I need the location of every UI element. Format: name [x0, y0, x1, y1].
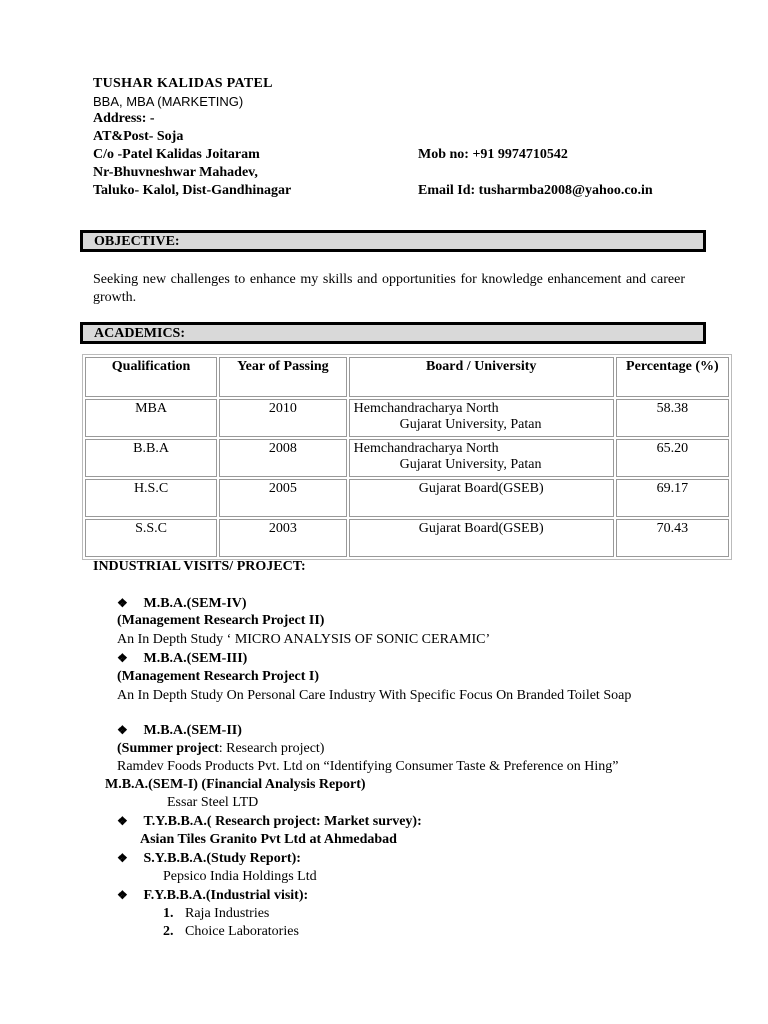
mba-sem4-subtitle: (Management Research Project II)	[117, 613, 325, 628]
mba-sem1-desc: Essar Steel LTD	[167, 795, 259, 810]
table-row	[85, 399, 729, 437]
mba-sem2-subtitle-part1: (Summer project	[117, 741, 219, 756]
diamond-bullet-icon: ❖	[117, 723, 128, 737]
list-item	[163, 924, 299, 940]
degree-line: BBA, MBA (MARKETING)	[93, 94, 244, 109]
mba-sem1-title: M.B.A.(SEM-I) (Financial Analysis Report)	[105, 777, 366, 792]
tybba-title: T.Y.B.B.A.( Research project: Market survey):	[143, 814, 422, 829]
board-line-1: Hemchandracharya North	[353, 401, 499, 416]
diamond-bullet-icon: ❖	[117, 814, 128, 828]
mba-sem2-title: M.B.A.(SEM-II)	[143, 723, 242, 738]
list-text: Choice Laboratories	[185, 924, 299, 939]
diamond-bullet-icon: ❖	[117, 851, 128, 865]
fybba-title: F.Y.B.B.A.(Industrial visit):	[143, 888, 309, 903]
address-label: Address: -	[93, 111, 155, 126]
cell-percentage: 58.38	[616, 399, 729, 437]
mba-sem4-item	[117, 596, 247, 612]
cell-board	[349, 399, 614, 437]
cell-year: 2005	[219, 479, 347, 517]
diamond-bullet-icon: ❖	[117, 888, 128, 902]
objective-heading: OBJECTIVE:	[94, 234, 180, 249]
mba-sem4-desc: An In Depth Study ‘ MICRO ANALYSIS OF SONIC CERAMIC’	[117, 632, 491, 647]
mba-sem4-title: M.B.A.(SEM-IV)	[143, 596, 247, 611]
board-line-2: Gujarat University, Patan	[399, 457, 542, 472]
col-year: Year of Passing	[219, 357, 347, 397]
cell-year: 2008	[219, 439, 347, 477]
cell-qualification: MBA	[85, 399, 217, 437]
address-line-3: Nr-Bhuvneshwar Mahadev,	[93, 165, 258, 180]
academics-table	[82, 354, 732, 560]
objective-heading-bar	[80, 230, 706, 252]
candidate-name: TUSHAR KALIDAS PATEL	[93, 76, 273, 91]
fybba-item	[117, 888, 308, 904]
cell-board: Gujarat Board(GSEB)	[349, 479, 614, 517]
cell-year: 2010	[219, 399, 347, 437]
mba-sem3-item	[117, 651, 247, 667]
list-number: 1.	[163, 906, 174, 921]
email-address: Email Id: tusharmba2008@yahoo.co.in	[418, 183, 653, 198]
academics-heading-bar	[80, 322, 706, 344]
list-text: Raja Industries	[185, 906, 270, 921]
mba-sem2-subtitle	[117, 741, 324, 757]
address-line-2: C/o -Patel Kalidas Joitaram	[93, 147, 260, 162]
mba-sem3-title: M.B.A.(SEM-III)	[143, 651, 248, 666]
mba-sem2-item	[117, 723, 242, 739]
cell-board	[349, 439, 614, 477]
board-line-2: Gujarat University, Patan	[399, 417, 542, 432]
tybba-desc: Asian Tiles Granito Pvt Ltd at Ahmedabad	[140, 832, 397, 847]
cell-percentage: 70.43	[616, 519, 729, 557]
mba-sem3-subtitle: (Management Research Project I)	[117, 669, 320, 684]
cell-qualification: B.B.A	[85, 439, 217, 477]
cell-qualification: H.S.C	[85, 479, 217, 517]
mba-sem2-subtitle-part2: : Research project)	[218, 741, 325, 756]
address-line-1: AT&Post- Soja	[93, 129, 184, 144]
cell-percentage: 69.17	[616, 479, 729, 517]
board-line-1: Hemchandracharya North	[353, 441, 499, 456]
mba-sem2-desc: Ramdev Foods Products Pvt. Ltd on “Identifying Consumer Taste & Preference on Hing”	[117, 759, 619, 774]
sybba-desc: Pepsico India Holdings Ltd	[163, 869, 317, 884]
cell-qualification: S.S.C	[85, 519, 217, 557]
academics-heading: ACADEMICS:	[94, 326, 185, 341]
list-item	[163, 906, 269, 922]
cell-percentage: 65.20	[616, 439, 729, 477]
mobile-number: Mob no: +91 9974710542	[418, 147, 568, 162]
objective-text: Seeking new challenges to enhance my skills and opportunities for knowledge enhancement and career growth.	[93, 272, 685, 305]
col-percentage: Percentage (%)	[616, 357, 729, 397]
list-number: 2.	[163, 924, 174, 939]
col-qualification: Qualification	[85, 357, 217, 397]
table-header-row	[85, 357, 729, 397]
table-row	[85, 519, 729, 557]
table-row	[85, 479, 729, 517]
diamond-bullet-icon: ❖	[117, 651, 128, 665]
cell-year: 2003	[219, 519, 347, 557]
diamond-bullet-icon: ❖	[117, 596, 128, 610]
col-board: Board / University	[349, 357, 614, 397]
cell-board: Gujarat Board(GSEB)	[349, 519, 614, 557]
sybba-item	[117, 851, 301, 867]
table-row	[85, 439, 729, 477]
tybba-item	[117, 814, 422, 830]
projects-heading: INDUSTRIAL VISITS/ PROJECT:	[93, 559, 306, 574]
sybba-title: S.Y.B.B.A.(Study Report):	[143, 851, 301, 866]
address-line-4: Taluko- Kalol, Dist-Gandhinagar	[93, 183, 292, 198]
mba-sem3-desc: An In Depth Study On Personal Care Industry With Specific Focus On Branded Toilet Soap	[117, 688, 632, 703]
